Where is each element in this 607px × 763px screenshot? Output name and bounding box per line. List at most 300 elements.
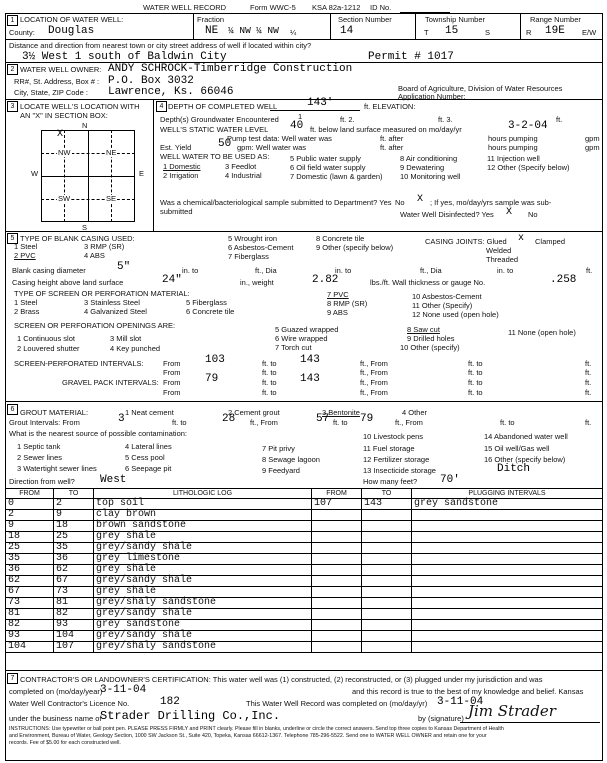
use-other: 12 Other (Specify below) [487,163,570,172]
cell-lithology: grey/sandy shale [94,609,312,620]
opening-key: 4 Key punched [110,344,161,353]
well-location-mark: X [57,129,64,140]
perforated-label: SCREEN-PERFORATED INTERVALS: [14,359,144,368]
cell-plug-to [362,620,412,631]
gravel-to-3: ft. to [262,388,277,397]
pump-hours: hours pumping [488,134,538,143]
owner-label: WATER WELL OWNER: [20,65,102,74]
permit-value: Permit # 1017 [368,51,454,63]
grout-from-2-label: ft., From [250,418,278,427]
table-row [6,510,603,521]
cell-from: 9 [6,521,54,532]
grout-to-3: ft. to [500,418,515,427]
section-1-number: 1 [7,15,18,26]
perf-to-4: ft. to [468,368,483,377]
contam-insecticide: 13 Insecticide storage [363,466,436,475]
groundwater-end: ft. [556,115,563,124]
log-rows [6,499,603,653]
fraction-1: NE [205,25,219,37]
licence-value: 182 [160,696,180,708]
rule [5,401,603,402]
cell-plug-to [362,521,412,532]
cell-plug-material [412,532,603,543]
cell-plug-to [362,532,412,543]
use-domestic: 1 Domestic [163,162,201,171]
township-label: Township Number [425,15,486,24]
cell-plug-material [412,554,603,565]
box-quarter-line [41,199,135,200]
rule [5,231,603,232]
table-row [6,532,603,543]
col-to-2: TO [362,489,412,499]
cell-to: 73 [54,587,94,598]
cell-plug-from [312,598,362,609]
cell-to: 104 [54,631,94,642]
perf-to: ft. to [262,359,277,368]
casing-label: TYPE OF BLANK CASING USED: [20,234,135,243]
application-label: Application Number: [398,92,466,101]
opening-continuous: 1 Continuous slot [17,334,75,343]
table-row [6,587,603,598]
divider [520,13,521,39]
joints-threaded: Threaded [486,255,519,264]
casing-concrete: 8 Concrete tile [316,234,365,243]
use-public: 5 Public water supply [290,154,361,163]
instructions-3: records. Fee of $5.00 for each constructed well. [9,740,121,746]
col-plugging: PLUGGING INTERVALS [412,489,603,499]
ne-label: NE [106,148,117,157]
cell-from: 67 [6,587,54,598]
township-t: T [424,28,429,37]
screen-label: TYPE OF SCREEN OR PERFORATION MATERIAL: [14,289,190,298]
cell-plug-material [412,620,603,631]
range-label: Range Number [530,15,581,24]
screen-pvc: 7 PVC [327,290,349,299]
cell-lithology: grey limestone [94,554,312,565]
contam-pit: 7 Pit privy [262,444,295,453]
cell-from: 82 [6,620,54,631]
business-value: Strader Drilling Co.,Inc. [100,709,281,723]
weight-label: in., weight [240,278,274,287]
chem-no: No [395,198,405,207]
screen-abs: 9 ABS [327,308,348,317]
north-label: N [82,121,88,130]
business-label: under the business name of [9,714,102,723]
section-5-number: 5 [7,233,18,244]
table-row [6,609,603,620]
screen-other: 11 Other (Specify) [412,301,473,310]
cell-plug-to [362,554,412,565]
submitted-label: submitted [160,207,193,216]
cell-plug-material [412,510,603,521]
range-value: 19E [545,25,565,37]
cell-lithology: grey shale [94,532,312,543]
use-dewatering: 9 Dewatering [400,163,445,172]
feet-label: How many feet? [363,477,418,486]
col-to: TO [54,489,94,499]
table-row [6,554,603,565]
completed-label: completed on (mo/day/year) [9,687,103,696]
contam-fertilizer: 12 Fertilizer storage [363,455,430,464]
section-value: 14 [340,25,354,37]
depth-label: DEPTH OF COMPLETED WELL [168,102,278,111]
chem-no-mark: X [417,194,424,205]
screen-stainless: 3 Stainless Steel [84,298,140,307]
screen-fiberglass: 5 Fiberglass [186,298,227,307]
cell-plug-material [412,598,603,609]
casing-pvc: 2 PVC [14,251,36,260]
cell-plug-from [312,587,362,598]
cell-plug-from [312,543,362,554]
table-row [6,521,603,532]
cell-plug-from [312,532,362,543]
cell-plug-material [412,521,603,532]
col-from: FROM [6,489,54,499]
disinfected-mark: X [506,207,513,218]
contam-oil-gas: 15 Oil well/Gas well [484,444,550,453]
grout-ft: ft. [585,418,592,427]
pump-test-label: Pump test data: Well water was [227,134,332,143]
perf-ft-2: ft. [585,368,592,377]
section-2-number: 2 [7,64,18,75]
cell-plug-material [412,565,603,576]
table-row [6,642,603,653]
ksa-reference: KSA 82a-1212 [312,3,361,12]
gravel-from: From [163,378,181,387]
cell-plug-from [312,510,362,521]
owner-value: ANDY SCHROCK-Timberridge Construction [108,63,353,75]
gravel-ft-2: ft. [585,388,592,397]
diameter-ft: ft. [586,266,593,275]
cell-to: 93 [54,620,94,631]
county-label: County: [9,28,35,37]
cell-plug-material [412,642,603,653]
yield-label: Est. Yield [160,143,192,152]
opening-louvered: 2 Louvered shutter [17,344,80,353]
cell-plug-from [312,565,362,576]
grout-intervals-label: Grout Intervals: From [9,418,80,427]
cell-lithology: clay brown [94,510,312,521]
contam-seepage: 6 Seepage pit [125,464,172,473]
yield-value: 50 [218,138,232,150]
cell-plug-material: grey sandstone [412,499,603,510]
contam-septic: 1 Septic tank [17,442,61,451]
range-r: R [526,28,532,37]
col-lithologic: LITHOLOGIC LOG [94,489,312,499]
openings-label: SCREEN OR PERFORATION OPENINGS ARE: [14,321,176,330]
section-3-number: 3 [7,101,18,112]
gravel-from-2: ft., From [360,378,388,387]
south-label: S [82,223,88,232]
box-quarter-line [111,130,112,222]
screen-brass: 2 Brass [14,307,40,316]
feet-value: 70' [440,474,460,486]
perf-to-2: ft. to [468,359,483,368]
contam-fuel: 11 Fuel storage [363,444,415,453]
opening-torch: 7 Torch cut [275,343,312,352]
direction-value: West [100,474,127,486]
opening-saw-cut: 8 Saw cut [407,325,440,334]
elevation-label: ft. ELEVATION: [364,102,416,111]
screen-asbestos: 10 Asbestos-Cement [412,292,482,301]
section-4-number: 4 [156,101,167,112]
perf-to-3: ft. to [262,368,277,377]
yield-ft-after: ft. after [380,143,404,152]
contam-abandoned: 14 Abandoned water well [484,432,568,441]
use-monitoring: 10 Monitoring well [400,172,461,181]
contam-lagoon: 8 Sewage lagoon [262,455,320,464]
cell-to: 82 [54,609,94,620]
yield-gpm: gpm [585,143,600,152]
grout-other: 4 Other [402,408,428,417]
box-quarter-line [64,130,65,222]
yield-gpm-label: gpm: Well water was [237,143,307,152]
static-level-value: 40 [290,120,304,132]
cell-lithology: grey/shaly sandstone [94,598,312,609]
table-row [6,620,603,631]
table-row [6,543,603,554]
screen-steel: 1 Steel [14,298,38,307]
opening-none: 11 None (open hole) [508,328,576,337]
cell-plug-to: 143 [362,499,412,510]
fill-line [270,110,360,111]
fraction-label: Fraction [197,15,225,24]
disinfected-label: Water Well Disinfected? Yes [400,210,494,219]
opening-drilled: 9 Drilled holes [407,334,455,343]
cell-plug-to [362,609,412,620]
table-row [6,598,603,609]
perf-to-value: 143 [300,354,320,366]
diameter-dia-2: ft., Dia [420,266,442,275]
cell-plug-to [362,576,412,587]
range-ew: E/W [582,28,597,37]
joints-clamped: Clamped [535,237,566,246]
direction-label: Direction from well? [9,477,75,486]
diameter-value: 5" [117,261,131,273]
use-label: WELL WATER TO BE USED AS: [160,152,270,161]
cell-from: 35 [6,554,54,565]
grout-cement: 2 Cement grout [228,408,280,417]
contam-feedyard: 9 Feedyard [262,466,300,475]
yield-hours: hours pumping [488,143,538,152]
screen-rmp: 8 RMP (SR) [327,299,368,308]
cell-to: 107 [54,642,94,653]
cell-plug-from [312,620,362,631]
cell-to: 2 [54,499,94,510]
address-value: P.O. Box 3032 [108,75,194,87]
signature-line [460,722,600,723]
divider [415,13,416,39]
groundwater-2: ft. 2. [340,115,355,124]
perf-from-3: From [163,368,181,377]
cell-lithology: grey shale [94,565,312,576]
wall-label: lbs./ft. Wall thickness or gauge No. [370,278,486,287]
screen-none: 12 None used (open hole) [412,310,499,319]
distance-label: Distance and direction from nearest town or city street address of well if located within city? [9,41,312,50]
cell-plug-material [412,543,603,554]
contam-other-value: Ditch [497,463,531,475]
pump-gpm: gpm [585,134,600,143]
grout-to-1: ft. to [172,418,187,427]
section-number-label: Section Number [338,15,392,24]
groundwater-3: ft. 3. [438,115,453,124]
chem-label: Was a chemical/bacteriological sample submitted to Department? Yes [160,198,392,207]
groundwater-label: Depth(s) Groundwater Encountered [160,115,279,124]
groundwater-1: 1 [298,112,303,121]
instructions-2: and Environment, Bureau of Water, Geology Section, 1000 SW Jackson St., Suite 420, Topeka, Kansas 66612-1367. Telephone 785-296-5522. Send one to WATER WELL OWNER and retain one for your [9,733,487,739]
form-number: Form WWC-5 [250,3,296,12]
diameter-label: Blank casing diameter [12,266,86,275]
casing-wrought: 5 Wrought iron [228,234,278,243]
rule [5,39,603,40]
cell-plug-from [312,609,362,620]
cell-lithology: brown sandstone [94,521,312,532]
gravel-to: ft. to [262,378,277,387]
diameter-to-3: in. to [497,266,514,275]
gravel-to-value: 143 [300,373,320,385]
cell-to: 81 [54,598,94,609]
chem-tail: ; If yes, mo/day/yrs sample was sub- [430,198,552,207]
use-feedlot: 3 Feedlot [225,162,257,171]
city-value: Lawrence, Ks. 66046 [108,86,234,98]
screen-concrete: 6 Concrete tile [186,307,235,316]
cell-plug-from [312,576,362,587]
cell-plug-to [362,510,412,521]
cell-plug-from [312,521,362,532]
section-6-number: 6 [7,404,18,415]
wall-value: .258 [550,274,577,286]
pump-ft-after: ft. after [380,134,404,143]
casing-other: 9 Other (specify below) [316,243,394,252]
perf-from-2: ft., From [360,359,388,368]
contamination-label: What is the nearest source of possible contamination: [9,429,188,438]
cell-from: 93 [6,631,54,642]
address-label: RR#, St. Address, Box # : [14,77,100,86]
cell-plug-to [362,642,412,653]
static-level-tail: ft. below land surface measured on mo/day/yr [310,125,462,134]
cell-from: 73 [6,598,54,609]
township-value: 15 [445,25,459,37]
fraction-4: ¼ [290,28,297,37]
grout-from-2: 57 [316,413,330,425]
location-label: LOCATION OF WATER WELL: [20,15,124,24]
cell-lithology: grey/shaly sandstone [94,642,312,653]
nw-label: NW [58,148,71,157]
casing-rmp: 3 RMP (SR) [84,242,125,251]
cell-plug-from [312,631,362,642]
cell-plug-from: 107 [312,499,362,510]
static-level-label: WELL'S STATIC WATER LEVEL [160,125,269,134]
table-row [6,565,603,576]
cell-from: 2 [6,510,54,521]
grout-to-value-2: 79 [360,413,374,425]
casing-steel: 1 Steel [14,242,38,251]
cell-to: 62 [54,565,94,576]
cell-from: 62 [6,576,54,587]
cell-from: 18 [6,532,54,543]
rule [5,670,603,671]
signature: Jim Strader [468,702,556,720]
box-quarter-line [41,153,135,154]
weight-value: 2.82 [312,274,339,286]
lithologic-log-table [5,488,603,653]
joints-glued-mark: x [518,233,525,244]
gravel-from-4: ft., From [360,388,388,397]
cell-plug-material [412,631,603,642]
gravel-to-2: ft. to [468,378,483,387]
table-header [6,489,603,499]
cell-lithology: top soil [94,499,312,510]
sw-label: SW [58,194,71,203]
cell-plug-from [312,642,362,653]
cell-to: 35 [54,543,94,554]
casing-asbestos: 6 Asbestos-Cement [228,243,294,252]
completed-value: 3-11-04 [100,684,147,696]
id-label: ID No. [370,3,392,12]
gravel-to-4: ft. to [468,388,483,397]
cell-plug-material [412,609,603,620]
use-lawn: 7 Domestic (lawn & garden) [290,172,383,181]
depth-value: 143' [307,97,334,109]
perf-from: From [163,359,181,368]
grout-to-value-1: 28 [222,413,236,425]
divider [193,13,194,39]
height-label: Casing height above land surface [12,278,124,287]
cell-plug-material [412,576,603,587]
opening-guazed: 5 Guazed wrapped [275,325,339,334]
cell-lithology: grey/sandy shale [94,576,312,587]
locate-label: LOCATE WELL'S LOCATION WITH [20,102,140,111]
use-industrial: 4 Industrial [225,171,262,180]
se-label: SE [106,194,117,203]
cell-lithology: grey shale [94,587,312,598]
gravel-from-3: From [163,388,181,397]
contam-sewer: 2 Sewer lines [17,453,63,462]
col-from-2: FROM [312,489,362,499]
form-title: WATER WELL RECORD [143,3,227,12]
gravel-ft: ft. [585,378,592,387]
licence-label: Water Well Contractor's Licence No. [9,699,130,708]
board-label: Board of Agriculture, Division of Water Resources [398,84,563,93]
disinfected-no: No [528,210,538,219]
city-label: City, State, ZIP Code : [14,88,88,97]
box-centerline [41,176,135,177]
fraction-2: ¼ NW [228,25,251,36]
use-oil-field: 6 Oil field water supply [290,163,366,172]
cell-to: 18 [54,521,94,532]
grout-neat: 1 Neat cement [125,408,174,417]
diameter-to: in. to [182,266,199,275]
cell-from: 25 [6,543,54,554]
cell-from: 81 [6,609,54,620]
cell-plug-from [312,554,362,565]
opening-wire: 6 Wire wrapped [275,334,328,343]
instructions-1: INSTRUCTIONS: Use typewriter or ball point pen. PLEASE PRESS FIRMLY and PRINT clearly. Please fill in blanks, underline or circle the correct answers. Send top three copies to Kansas Department of Health [9,726,504,732]
opening-other: 10 Other (specify) [400,343,460,352]
gravel-from-value: 79 [205,373,219,385]
static-level-date: 3-2-04 [508,120,548,132]
cell-plug-to [362,631,412,642]
cell-from: 36 [6,565,54,576]
use-air: 8 Air conditioning [400,154,458,163]
cell-to: 25 [54,532,94,543]
cell-plug-to [362,543,412,554]
county-value: Douglas [48,25,95,37]
fraction-3: ¼ NW [256,25,279,36]
grout-label: GROUT MATERIAL: [20,408,89,417]
certification-text: CONTRACTOR'S OR LANDOWNER'S CERTIFICATION: This water well was (1) constructed, (2) reconstructed, or (3) plugged under my jurisdiction and was [20,675,543,684]
table-row [6,631,603,642]
